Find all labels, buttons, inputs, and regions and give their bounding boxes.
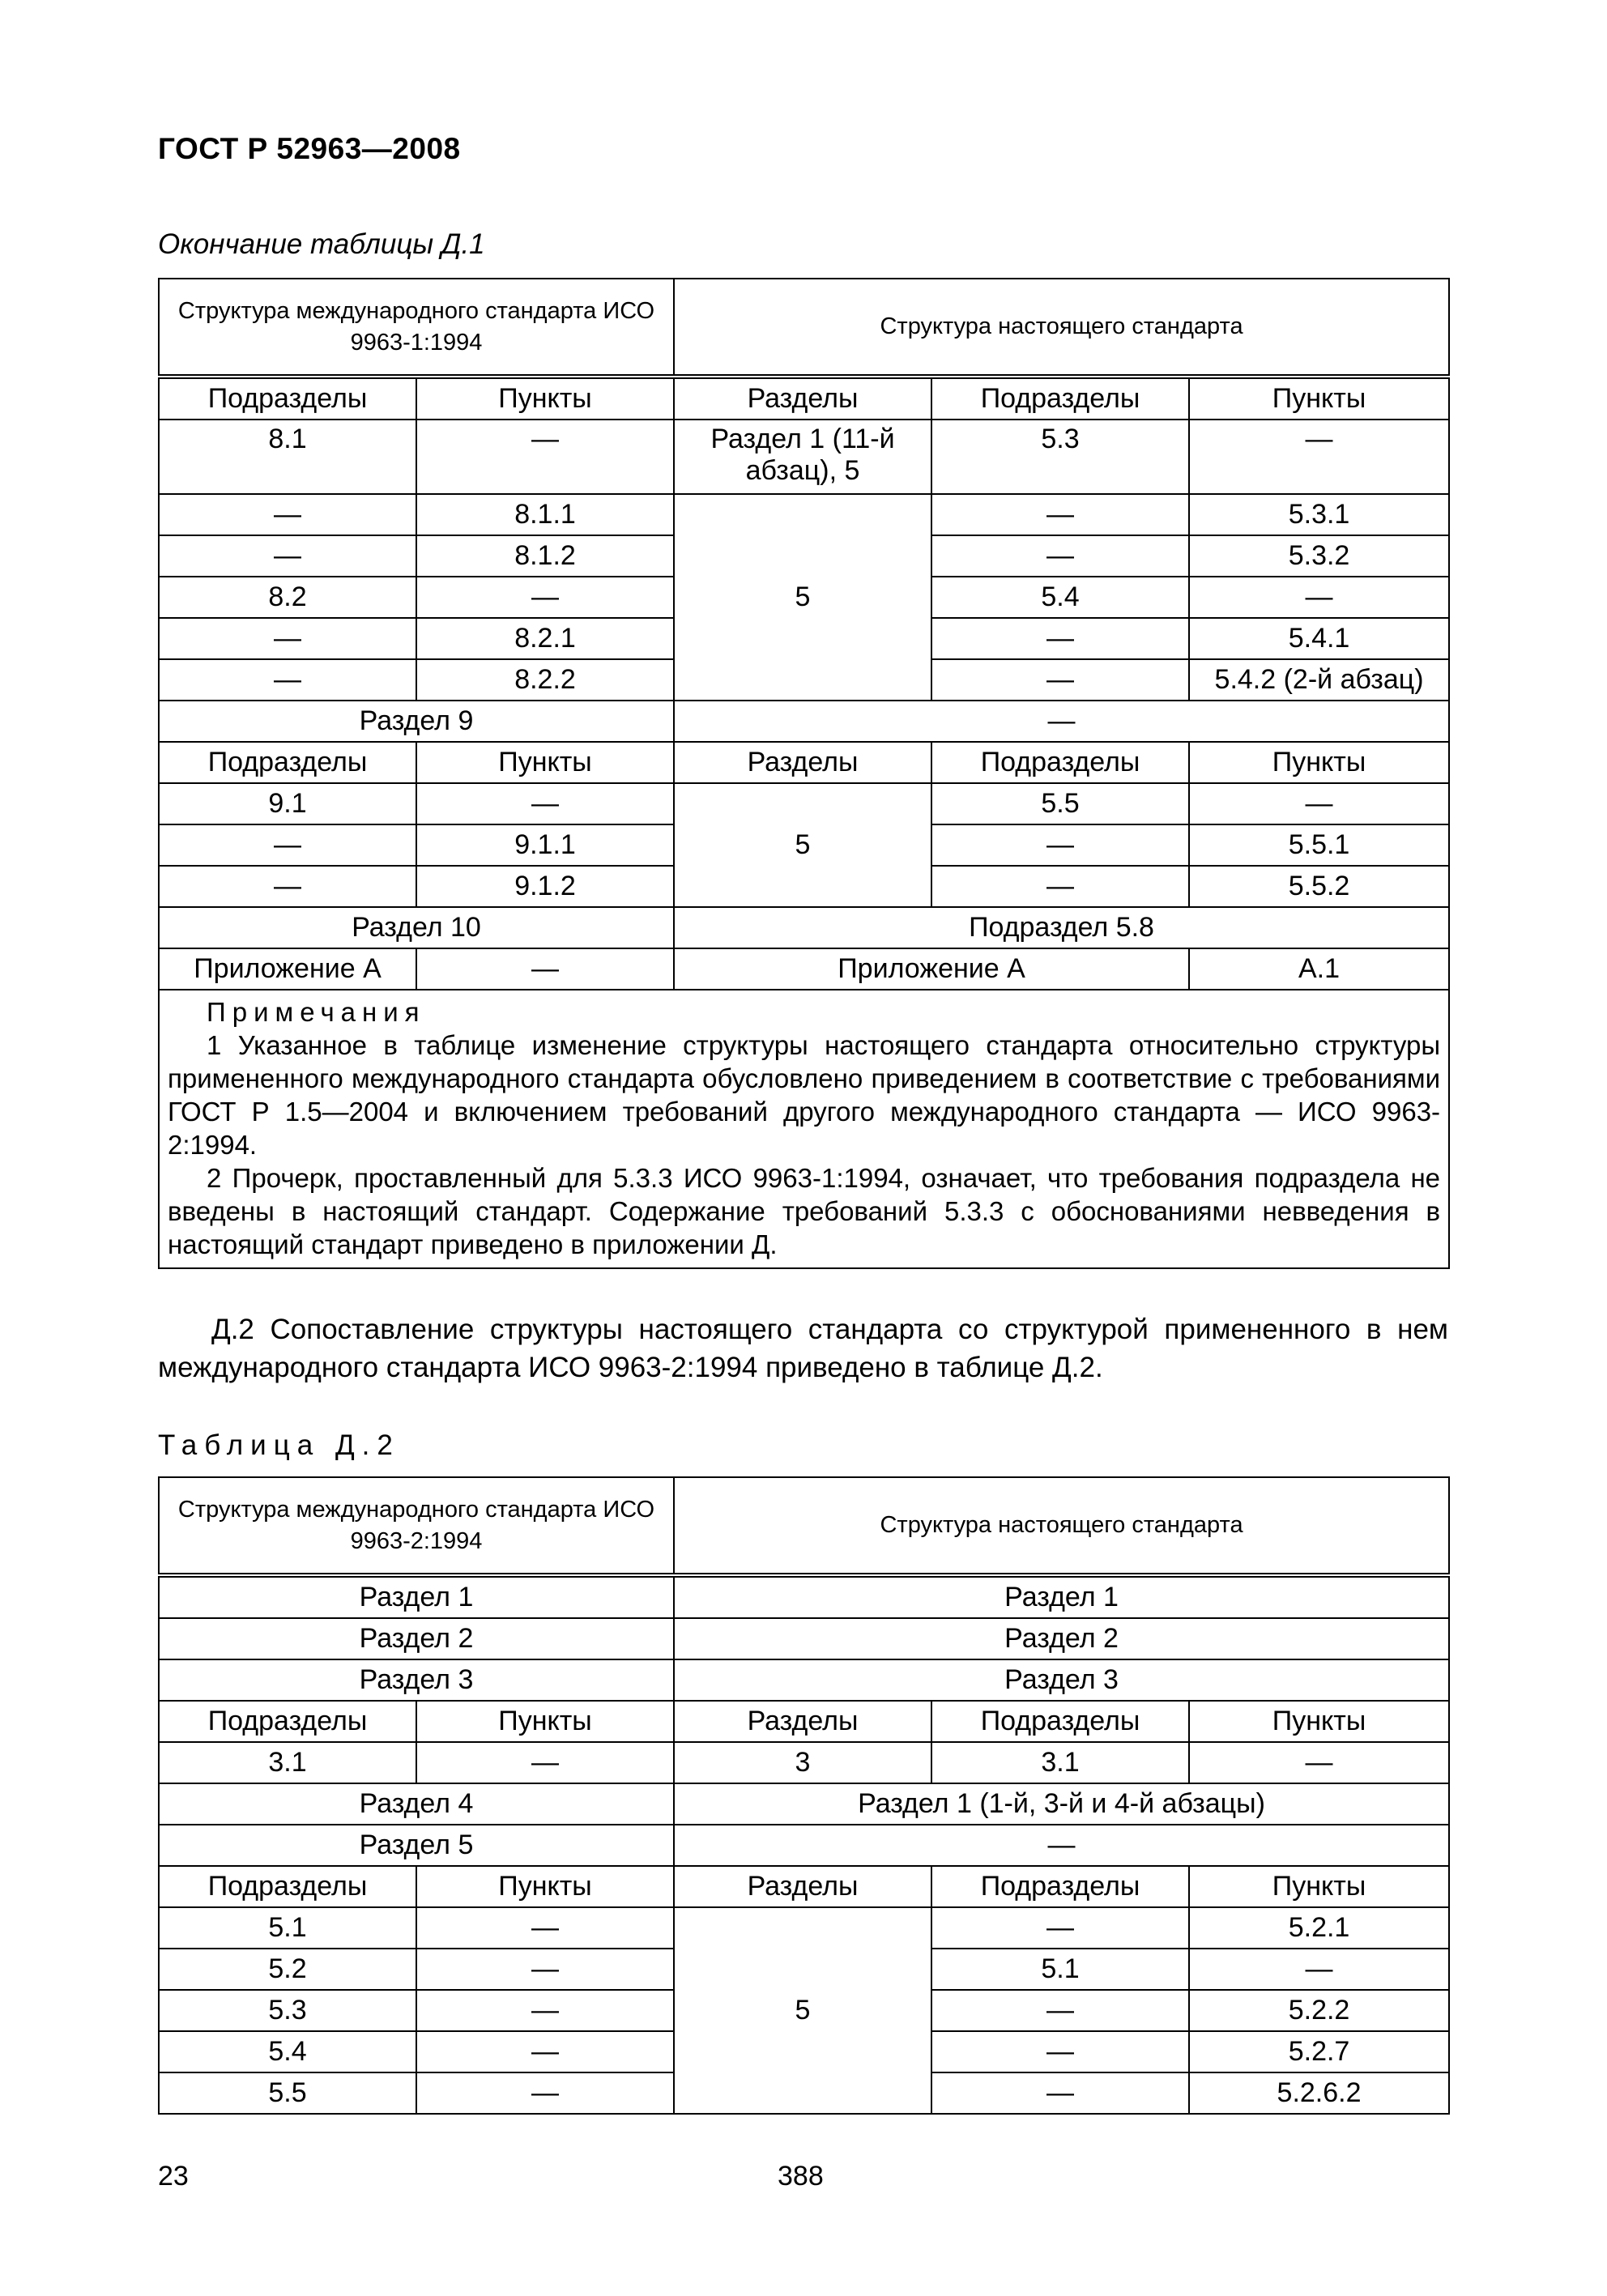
cell-col-item: Пункты: [1189, 1866, 1449, 1907]
notes-row: [159, 990, 1449, 1268]
cell: —: [416, 1949, 674, 1990]
cell: —: [159, 824, 416, 866]
cell: 5.2.1: [1189, 1907, 1449, 1949]
cell: —: [1189, 783, 1449, 824]
cell: —: [416, 577, 674, 618]
table-row: [159, 742, 1449, 783]
cell-col-sec: Разделы: [674, 1866, 931, 1907]
cell: —: [159, 494, 416, 535]
cell: —: [159, 866, 416, 907]
cell: 5.4: [159, 2031, 416, 2072]
cell: 3.1: [931, 1742, 1189, 1783]
cell: 5.2.2: [1189, 1990, 1449, 2031]
table-row: [159, 1742, 1449, 1783]
cell: 5.5.2: [1189, 866, 1449, 907]
table-row: [159, 1825, 1449, 1866]
cell: 8.2: [159, 577, 416, 618]
cell-appendix-a: Приложение А: [159, 948, 416, 990]
cell: Раздел 1 (11-й абзац), 5: [674, 420, 931, 494]
cell: 5.5.1: [1189, 824, 1449, 866]
cell-col-sub: Подразделы: [159, 742, 416, 783]
cell-col-item: Пункты: [416, 1866, 674, 1907]
cell: —: [931, 866, 1189, 907]
note-1: 1 Указанное в таблице изменение структуры настоящего стандарта относительно структуры примененного международного стандарта обусловлено приведением в соответствие с требованиями ГОСТ Р 1.5—2004 и включением требований другого международного стандарта — ИСО 9963-2:1994.: [168, 1030, 1441, 1160]
cell: 5.3.1: [1189, 494, 1449, 535]
cell: 5.4: [931, 577, 1189, 618]
table-row: [159, 377, 1449, 420]
cell: Раздел 1: [674, 1575, 1449, 1618]
table-row: [159, 907, 1449, 948]
document-code: ГОСТ Р 52963—2008: [158, 132, 461, 165]
cell: —: [674, 701, 1449, 742]
cell: Раздел 5: [159, 1825, 674, 1866]
cell: 8.1.2: [416, 535, 674, 577]
cell: 8.2.2: [416, 659, 674, 701]
table2-caption: Таблица Д.2: [158, 1429, 400, 1461]
cell: 9.1.2: [416, 866, 674, 907]
cell: —: [1189, 1742, 1449, 1783]
table-row: [159, 783, 1449, 824]
table2-head-right: Структура настоящего стандарта: [674, 1477, 1449, 1575]
cell-col-sec: Разделы: [674, 1701, 931, 1742]
cell: 8.1.1: [416, 494, 674, 535]
cell: А.1: [1189, 948, 1449, 990]
cell: —: [159, 659, 416, 701]
cell: —: [416, 1990, 674, 2031]
table-row: [159, 1618, 1449, 1659]
notes-cell: [159, 990, 1449, 1268]
cell: —: [931, 618, 1189, 659]
table-row: [159, 948, 1449, 990]
cell-col-item: Пункты: [1189, 1701, 1449, 1742]
cell: —: [416, 2031, 674, 2072]
cell: —: [416, 420, 674, 494]
cell-col-sub: Подразделы: [159, 1866, 416, 1907]
table-d1: [158, 278, 1450, 1269]
cell: Раздел 1: [159, 1575, 674, 1618]
cell: —: [416, 948, 674, 990]
cell: —: [674, 1825, 1449, 1866]
cell: —: [1189, 577, 1449, 618]
cell-col-sec: Разделы: [674, 377, 931, 420]
cell: —: [416, 2072, 674, 2114]
cell-col-item: Пункты: [1189, 742, 1449, 783]
cell-section-9: Раздел 9: [159, 701, 674, 742]
cell: —: [931, 659, 1189, 701]
page-number-left: 23: [158, 2161, 189, 2192]
table-row: [159, 1659, 1449, 1701]
cell-merged-section: 5: [674, 494, 931, 701]
cell: 5.2.7: [1189, 2031, 1449, 2072]
table-row: [159, 420, 1449, 494]
table-row: [159, 1866, 1449, 1907]
table-row: [159, 701, 1449, 742]
cell-col-sub: Подразделы: [159, 1701, 416, 1742]
cell-col-sub: Подразделы: [931, 1866, 1189, 1907]
cell: —: [931, 535, 1189, 577]
cell: —: [1189, 1949, 1449, 1990]
note-2: 2 Прочерк, проставленный для 5.3.3 ИСО 9963-1:1994, означает, что требования подраздела не введены в настоящий стандарт. Содержание требований 5.3.3 с обоснованиями невведения в настоящий стандарт приведено в приложении Д.: [168, 1163, 1441, 1259]
cell: —: [159, 618, 416, 659]
cell: —: [931, 1990, 1189, 2031]
cell-col-item: Пункты: [1189, 377, 1449, 420]
cell: Раздел 3: [159, 1659, 674, 1701]
table-d2: [158, 1476, 1450, 2115]
cell: 9.1.1: [416, 824, 674, 866]
cell-merged-section: 5: [674, 1907, 931, 2114]
cell: 5.3: [159, 1990, 416, 2031]
cell-col-item: Пункты: [416, 377, 674, 420]
cell: 8.1: [159, 420, 416, 494]
cell: —: [416, 1742, 674, 1783]
cell-col-sub: Подразделы: [931, 377, 1189, 420]
table1-caption: Окончание таблицы Д.1: [158, 228, 485, 260]
cell: 5.2: [159, 1949, 416, 1990]
cell: 5.3.2: [1189, 535, 1449, 577]
cell-col-sec: Разделы: [674, 742, 931, 783]
table2-head-left: Структура международного стандарта ИСО 9963-2:1994: [159, 1477, 674, 1575]
cell: 5.4.1: [1189, 618, 1449, 659]
cell: —: [931, 824, 1189, 866]
cell: Раздел 4: [159, 1783, 674, 1825]
paragraph-d2: Д.2 Сопоставление структуры настоящего стандарта со структурой примененного в нем международного стандарта ИСО 9963-2:1994 приведено в таблице Д.2.: [158, 1314, 1448, 1383]
cell-merged-section: 5: [674, 783, 931, 907]
cell: 5.2.6.2: [1189, 2072, 1449, 2114]
table-row: [159, 1701, 1449, 1742]
cell: 5.4.2 (2-й абзац): [1189, 659, 1449, 701]
cell: 3: [674, 1742, 931, 1783]
cell: 5.5: [931, 783, 1189, 824]
page-number-center: 388: [778, 2161, 824, 2192]
cell: Раздел 1 (1-й, 3-й и 4-й абзацы): [674, 1783, 1449, 1825]
cell: —: [1189, 420, 1449, 494]
cell-col-sub: Подразделы: [931, 742, 1189, 783]
table1-head-right: Структура настоящего стандарта: [674, 279, 1449, 377]
cell: —: [416, 1907, 674, 1949]
cell-col-item: Пункты: [416, 1701, 674, 1742]
cell-appendix-a: Приложение А: [674, 948, 1189, 990]
cell: 5.1: [931, 1949, 1189, 1990]
cell-col-item: Пункты: [416, 742, 674, 783]
cell: 5.3: [931, 420, 1189, 494]
cell: 5.1: [159, 1907, 416, 1949]
cell: 5.5: [159, 2072, 416, 2114]
cell-col-sub: Подразделы: [931, 1701, 1189, 1742]
cell-section-10: Раздел 10: [159, 907, 674, 948]
table1-head-left: Структура международного стандарта ИСО 9963-1:1994: [159, 279, 674, 377]
cell: Раздел 2: [159, 1618, 674, 1659]
cell: —: [416, 783, 674, 824]
cell: 8.2.1: [416, 618, 674, 659]
cell: —: [931, 494, 1189, 535]
cell: 9.1: [159, 783, 416, 824]
table-row: [159, 1575, 1449, 1618]
table-row: [159, 494, 1449, 535]
cell: 3.1: [159, 1742, 416, 1783]
cell-col-sub: Подразделы: [159, 377, 416, 420]
table-row: [159, 1907, 1449, 1949]
cell: Раздел 2: [674, 1618, 1449, 1659]
cell: Подраздел 5.8: [674, 907, 1449, 948]
cell: —: [931, 2072, 1189, 2114]
cell: —: [931, 1907, 1189, 1949]
table-row: [159, 1783, 1449, 1825]
cell: Раздел 3: [674, 1659, 1449, 1701]
notes-title: Примечания: [207, 997, 426, 1027]
cell: —: [931, 2031, 1189, 2072]
cell: —: [159, 535, 416, 577]
